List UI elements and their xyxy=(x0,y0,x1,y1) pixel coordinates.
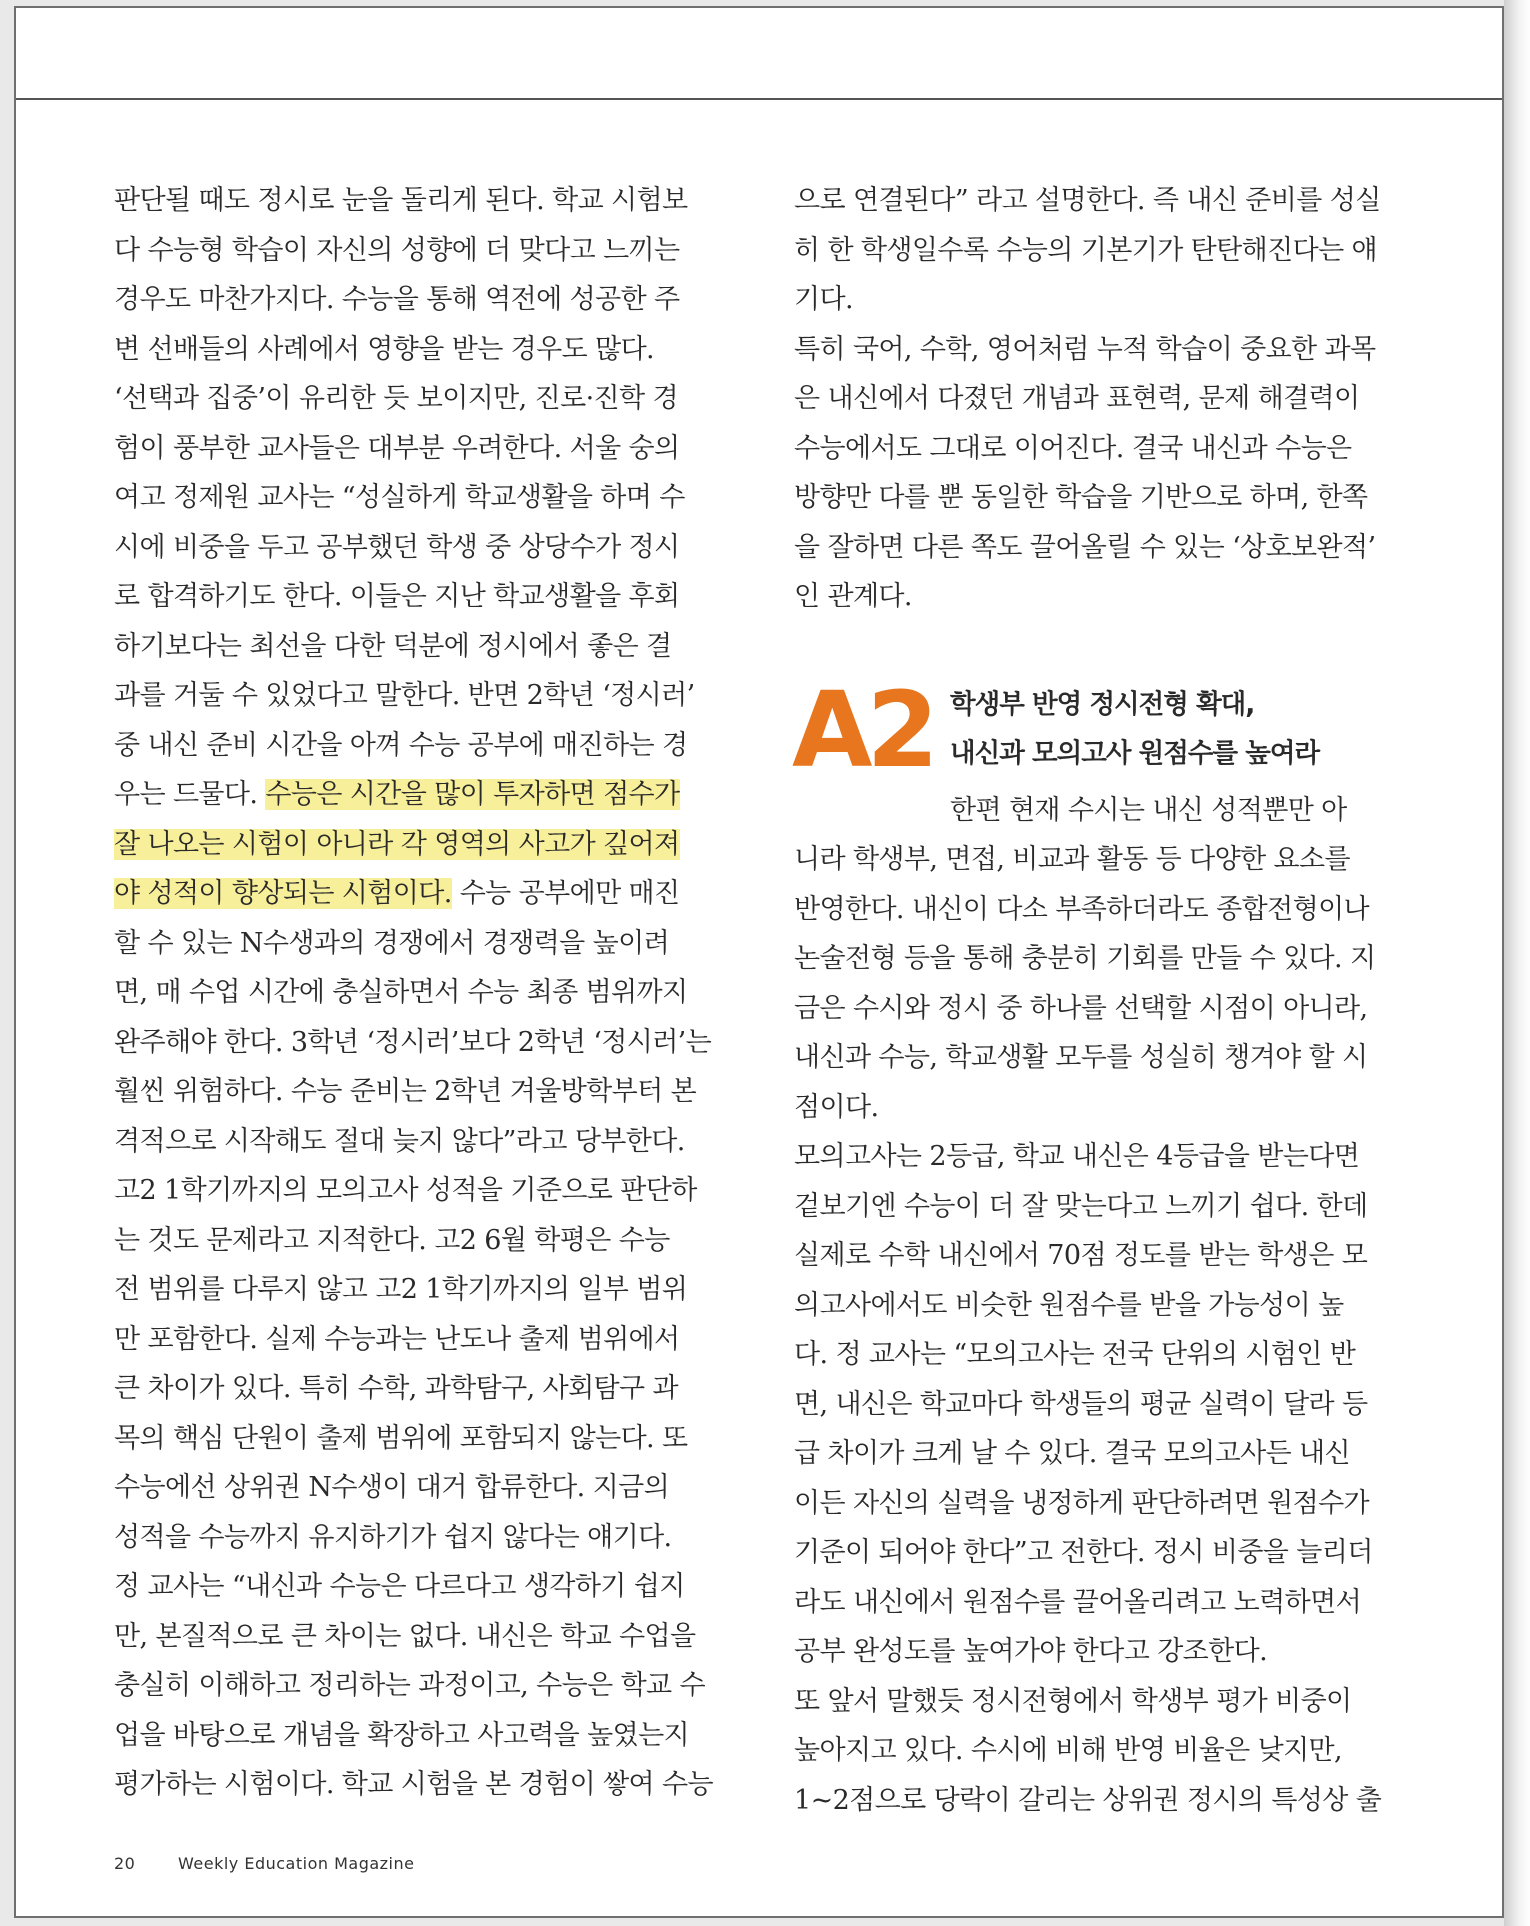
body-text-line: 만 포함한다. 실제 수능과는 난도나 출제 범위에서 xyxy=(114,1323,680,1355)
body-text-line: 실제로 수학 내신에서 70점 정도를 받는 학생은 모 xyxy=(794,1240,1368,1271)
body-text-line: 격적으로 시작해도 절대 늦지 않다”라고 당부한다. xyxy=(114,1125,685,1157)
body-text-line: 으로 연결된다” 라고 설명한다. 즉 내신 준비를 성실 xyxy=(794,185,1381,216)
body-text-line: 로 합격하기도 한다. 이들은 지난 학교생활을 후회 xyxy=(114,581,680,612)
body-text-line: 모의고사는 2등급, 학교 내신은 4등급을 받는다면 xyxy=(794,1141,1360,1172)
body-text-line: 과를 거둘 수 있었다고 말한다. 반면 2학년 ‘정시러’ xyxy=(114,680,695,711)
body-text-line: 충실히 이해하고 정리하는 과정이고, 수능은 학교 수 xyxy=(114,1670,705,1701)
body-text-line: 논술전형 등을 통해 충분히 기회를 만들 수 있다. 지 xyxy=(794,943,1376,974)
body-text-line: 급 차이가 크게 날 수 있다. 결국 모의고사든 내신 xyxy=(794,1438,1351,1469)
body-text-line: 하기보다는 최선을 다한 덕분에 정시에서 좋은 결 xyxy=(114,630,672,662)
body-text-line: 내신과 수능, 학교생활 모두를 성실히 챙겨야 할 시 xyxy=(794,1042,1368,1073)
body-text-line: 금은 수시와 정시 중 하나를 선택할 시점이 아니라, xyxy=(794,992,1368,1024)
body-text-line: 판단될 때도 정시로 눈을 돌리게 된다. 학교 시험보 xyxy=(114,185,688,216)
body-text-line: 특히 국어, 수학, 영어처럼 누적 학습이 중요한 과목 xyxy=(794,333,1376,365)
body-text-line: 겉보기엔 수능이 더 잘 맞는다고 느끼기 쉽다. 한데 xyxy=(794,1190,1368,1222)
body-text-line: 경우도 마찬가지다. 수능을 통해 역전에 성공한 주 xyxy=(114,284,680,315)
highlighted-text: 수능은 시간을 많이 투자하면 점수가 xyxy=(265,779,680,810)
body-text-line: 수능에서도 그대로 이어진다. 결국 내신과 수능은 xyxy=(794,432,1352,464)
page-number: 20 xyxy=(114,1854,136,1873)
body-text-line xyxy=(114,869,704,919)
body-text-line xyxy=(114,770,704,820)
body-text-line: 정 교사는 “내신과 수능은 다르다고 생각하기 쉽지 xyxy=(114,1571,685,1602)
body-text-line: 훨씬 위험하다. 수능 준비는 2학년 겨울방학부터 본 xyxy=(114,1076,697,1107)
body-text-line: 는 것도 문제라고 지적한다. 고2 6월 학평은 수능 xyxy=(114,1224,670,1256)
highlighted-text: 야 성적이 향상되는 시험이다. xyxy=(114,878,452,909)
body-text-line: 니라 학생부, 면접, 비교과 활동 등 다양한 요소를 xyxy=(794,844,1351,875)
section-title-line-2: 내신과 모의고사 원점수를 높여라 xyxy=(950,738,1320,769)
body-text-line: 을 잘하면 다른 쪽도 끌어올릴 수 있는 ‘상호보완적’ xyxy=(794,531,1376,563)
left-column xyxy=(114,176,713,1810)
page-edge-shadow xyxy=(1504,0,1530,1926)
section-heading xyxy=(792,668,1390,791)
body-text-line: 할 수 있는 N수생과의 경쟁에서 경쟁력을 높이려 xyxy=(114,927,670,959)
body-text-line: 높아지고 있다. 수시에 비해 반영 비율은 낮지만, xyxy=(794,1735,1343,1766)
body-text-line: 여고 정제원 교사는 “성실하게 학교생활을 하며 수 xyxy=(114,482,685,513)
body-text-line: 1~2점으로 당락이 갈리는 상위권 정시의 특성상 출 xyxy=(794,1784,1382,1816)
body-text-line: 완주해야 한다. 3학년 ‘정시러’보다 2학년 ‘정시러’는 xyxy=(114,1026,712,1058)
body-text-line: 또 앞서 말했듯 정시전형에서 학생부 평가 비중이 xyxy=(794,1685,1352,1717)
body-text-line: 점이다. xyxy=(794,1091,879,1123)
body-text-line: 의고사에서도 비슷한 원점수를 받을 가능성이 높 xyxy=(794,1289,1344,1321)
body-text-segment: 우는 드물다. xyxy=(114,779,266,810)
body-text-line: 다. 정 교사는 “모의고사는 전국 단위의 시험인 반 xyxy=(794,1339,1356,1370)
body-text-line: 변 선배들의 사례에서 영향을 받는 경우도 많다. xyxy=(114,333,655,365)
body-text-line: 방향만 다를 뿐 동일한 학습을 기반으로 하며, 한쪽 xyxy=(794,482,1368,513)
body-text-line: 기준이 되어야 한다”고 전한다. 정시 비중을 늘리더 xyxy=(794,1537,1373,1568)
body-text-line: 전 범위를 다루지 않고 고2 1학기까지의 일부 범위 xyxy=(114,1274,688,1305)
body-text-line: 수능에선 상위권 N수생이 대거 합류한다. 지금의 xyxy=(114,1472,670,1503)
body-text-line: 기다. xyxy=(794,284,853,315)
body-text-line: 면, 내신은 학교마다 학생들의 평균 실력이 달라 등 xyxy=(794,1388,1368,1420)
body-text-line: 고2 1학기까지의 모의고사 성적을 기준으로 판단하 xyxy=(114,1175,697,1206)
body-text-line: 은 내신에서 다졌던 개념과 표현력, 문제 해결력이 xyxy=(794,383,1360,414)
body-text-line: 만, 본질적으로 큰 차이는 없다. 내신은 학교 수업을 xyxy=(114,1620,696,1652)
right-column-body-text xyxy=(794,835,1390,1825)
body-text-line: 시에 비중을 두고 공부했던 학생 중 상당수가 정시 xyxy=(114,531,680,563)
section-first-line: 한편 현재 수시는 내신 성적뿐만 아 xyxy=(950,794,1347,826)
right-column-top-text xyxy=(794,176,1390,622)
body-text-line: 업을 바탕으로 개념을 확장하고 사고력을 높였는지 xyxy=(114,1719,690,1751)
body-text-line: ‘선택과 집중’이 유리한 듯 보이지만, 진로·진학 경 xyxy=(114,383,678,414)
body-text-segment: 수능 공부에만 매진 xyxy=(451,878,680,909)
body-text-line: 중 내신 준비 시간을 아껴 수능 공부에 매진하는 경 xyxy=(114,729,688,761)
body-text-line xyxy=(114,820,704,870)
section-title-line-1: 학생부 반영 정시전형 확대, xyxy=(950,688,1255,720)
body-text-line: 목의 핵심 단원이 출제 범위에 포함되지 않는다. 또 xyxy=(114,1422,688,1454)
body-text-line: 면, 매 수업 시간에 충실하면서 수능 최종 범위까지 xyxy=(114,977,688,1008)
body-text-line: 반영한다. 내신이 다소 부족하더라도 종합전형이나 xyxy=(794,893,1370,925)
body-text-line: 성적을 수능까지 유지하기가 쉽지 않다는 얘기다. xyxy=(114,1521,672,1553)
body-text-line: 큰 차이가 있다. 특히 수학, 과학탐구, 사회탐구 과 xyxy=(114,1373,678,1404)
body-text-line: 평가하는 시험이다. 학교 시험을 본 경험이 쌓여 수능 xyxy=(114,1769,713,1800)
header-rule xyxy=(16,98,1502,100)
magazine-name: Weekly Education Magazine xyxy=(178,1854,415,1873)
magazine-page xyxy=(14,6,1504,1918)
body-text-line: 이든 자신의 실력을 냉정하게 판단하려면 원점수가 xyxy=(794,1487,1370,1519)
body-text-line: 공부 완성도를 높여가야 한다고 강조한다. xyxy=(794,1636,1268,1667)
body-text-line: 라도 내신에서 원점수를 끌어올리려고 노력하면서 xyxy=(794,1586,1362,1618)
highlighted-text: 잘 나오는 시험이 아니라 각 영역의 사고가 깊어져 xyxy=(114,828,680,860)
body-text-line: 다 수능형 학습이 자신의 성향에 더 맞다고 느끼는 xyxy=(114,234,680,266)
section-badge: A2 xyxy=(792,668,933,791)
section-title xyxy=(950,680,1319,779)
body-text-line: 험이 풍부한 교사들은 대부분 우려한다. 서울 숭의 xyxy=(114,432,680,464)
body-text-line: 히 한 학생일수록 수능의 기본기가 탄탄해진다는 얘 xyxy=(794,234,1378,266)
right-column xyxy=(794,176,1390,1825)
page-footer xyxy=(114,1854,414,1873)
body-text-line: 인 관계다. xyxy=(794,581,912,612)
